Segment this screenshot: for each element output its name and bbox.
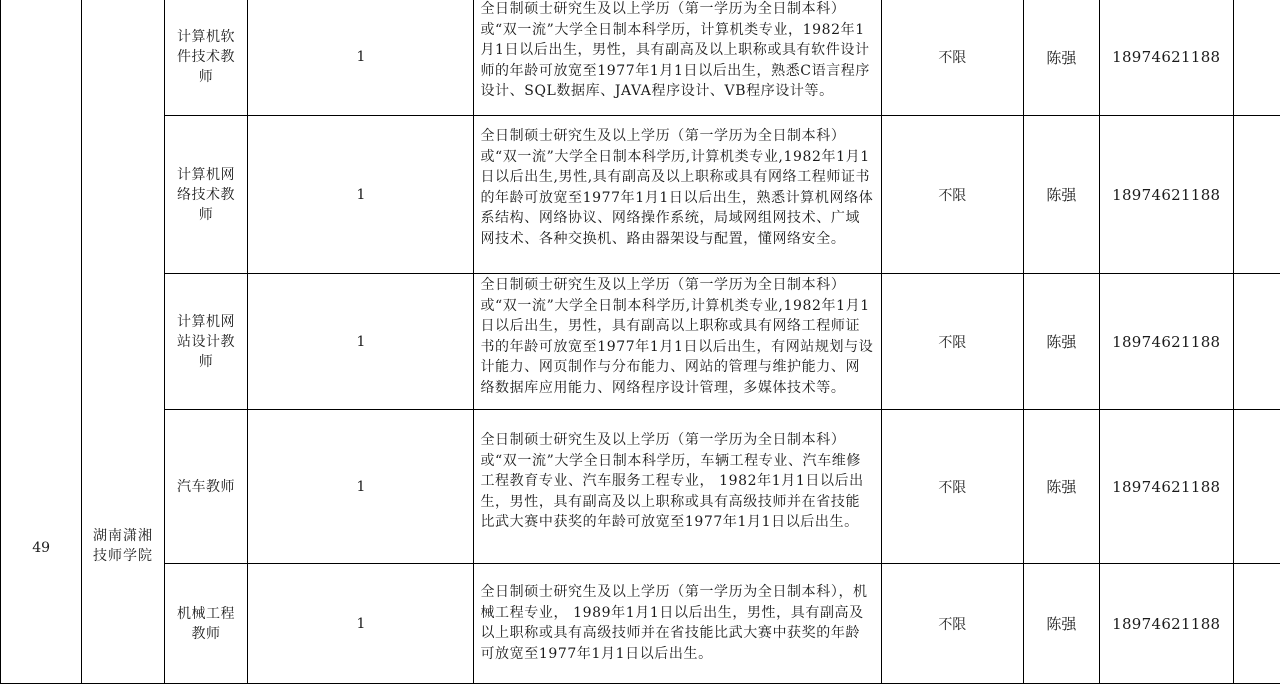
position-name: 计算机网站设计教师 (164, 274, 248, 410)
hiring-count: 1 (248, 116, 474, 274)
contact-phone: 18974621188 (1099, 274, 1233, 410)
contact-person: 陈强 (1024, 564, 1100, 684)
requirement-text: 全日制硕士研究生及以上学历（第一学历为全日制本科）或“双一流”大学全日制本科学历,计算机类专业,1982年1月1日以后出生,男性,具有副高及以上职称或具有网络工程师证书的年龄可放宽至1977年1月1日以后出生，熟悉计算机网络体系结构、网络协议、网络操作系统，局域网组网技术、广域网技术、各种交换机、路由器架设与配置，懂网络安全。 (474, 116, 881, 274)
contact-phone: 18974621188 (1099, 116, 1233, 274)
sequence-number: 49 (1, 0, 82, 684)
hiring-count: 1 (248, 274, 474, 410)
table-row (1, 274, 1280, 410)
empty-cell (1233, 274, 1280, 410)
limit-value: 不限 (881, 116, 1024, 274)
position-name: 计算机软件技术教师 (164, 0, 248, 116)
limit-value: 不限 (881, 410, 1024, 564)
position-name: 机械工程教师 (164, 564, 248, 684)
empty-cell (1233, 564, 1280, 684)
table-row (1, 0, 1280, 116)
empty-cell (1233, 410, 1280, 564)
contact-phone: 18974621188 (1099, 0, 1233, 116)
table-row (1, 116, 1280, 274)
position-name: 汽车教师 (164, 410, 248, 564)
hiring-count: 1 (248, 410, 474, 564)
contact-person: 陈强 (1024, 116, 1100, 274)
empty-cell (1233, 116, 1280, 274)
limit-value: 不限 (881, 0, 1024, 116)
contact-person: 陈强 (1024, 0, 1100, 116)
school-name: 湖南潇湘技师学院 (82, 0, 164, 684)
requirement-text: 全日制硕士研究生及以上学历（第一学历为全日制本科），机械工程专业， 1989年1月1日以后出生，男性，具有副高及以上职称或具有高级技师并在省技能比武大赛中获奖的年龄可放宽至1977年1月1日以后出生。 (474, 564, 881, 684)
hiring-count: 1 (248, 564, 474, 684)
contact-person: 陈强 (1024, 410, 1100, 564)
empty-cell (1233, 0, 1280, 116)
position-name: 计算机网络技术教师 (164, 116, 248, 274)
requirement-text: 全日制硕士研究生及以上学历（第一学历为全日制本科）或“双一流”大学全日制本科学历,计算机类专业,1982年1月1日以后出生，男性，具有副高以上职称或具有网络工程师证书的年龄可放宽至1977年1月1日以后出生，有网站规划与设计能力、网页制作与分布能力、网站的管理与维护能力、网络数据库应用能力、网络程序设计管理，多媒体技术等。 (474, 274, 881, 410)
contact-phone: 18974621188 (1099, 564, 1233, 684)
contact-phone: 18974621188 (1099, 410, 1233, 564)
limit-value: 不限 (881, 274, 1024, 410)
requirement-text: 全日制硕士研究生及以上学历（第一学历为全日制本科）或“双一流”大学全日制本科学历，车辆工程专业、汽车维修工程教育专业、汽车服务工程专业， 1982年1月1日以后出生，男性，具有副高及以上职称或具有高级技师并在省技能比武大赛中获奖的年龄可放宽至1977年1月1日以后出生。 (474, 410, 881, 564)
limit-value: 不限 (881, 564, 1024, 684)
contact-person: 陈强 (1024, 274, 1100, 410)
hiring-count: 1 (248, 0, 474, 116)
table-row (1, 410, 1280, 564)
requirement-text: 全日制硕士研究生及以上学历（第一学历为全日制本科）或“双一流”大学全日制本科学历，计算机类专业，1982年1月1日以后出生，男性，具有副高及以上职称或具有软件设计师的年龄可放宽至1977年1月1日以后出生，熟悉C语言程序设计、SQL数据库、JAVA程序设计、VB程序设计等。 (474, 0, 881, 116)
table-row (1, 564, 1280, 684)
